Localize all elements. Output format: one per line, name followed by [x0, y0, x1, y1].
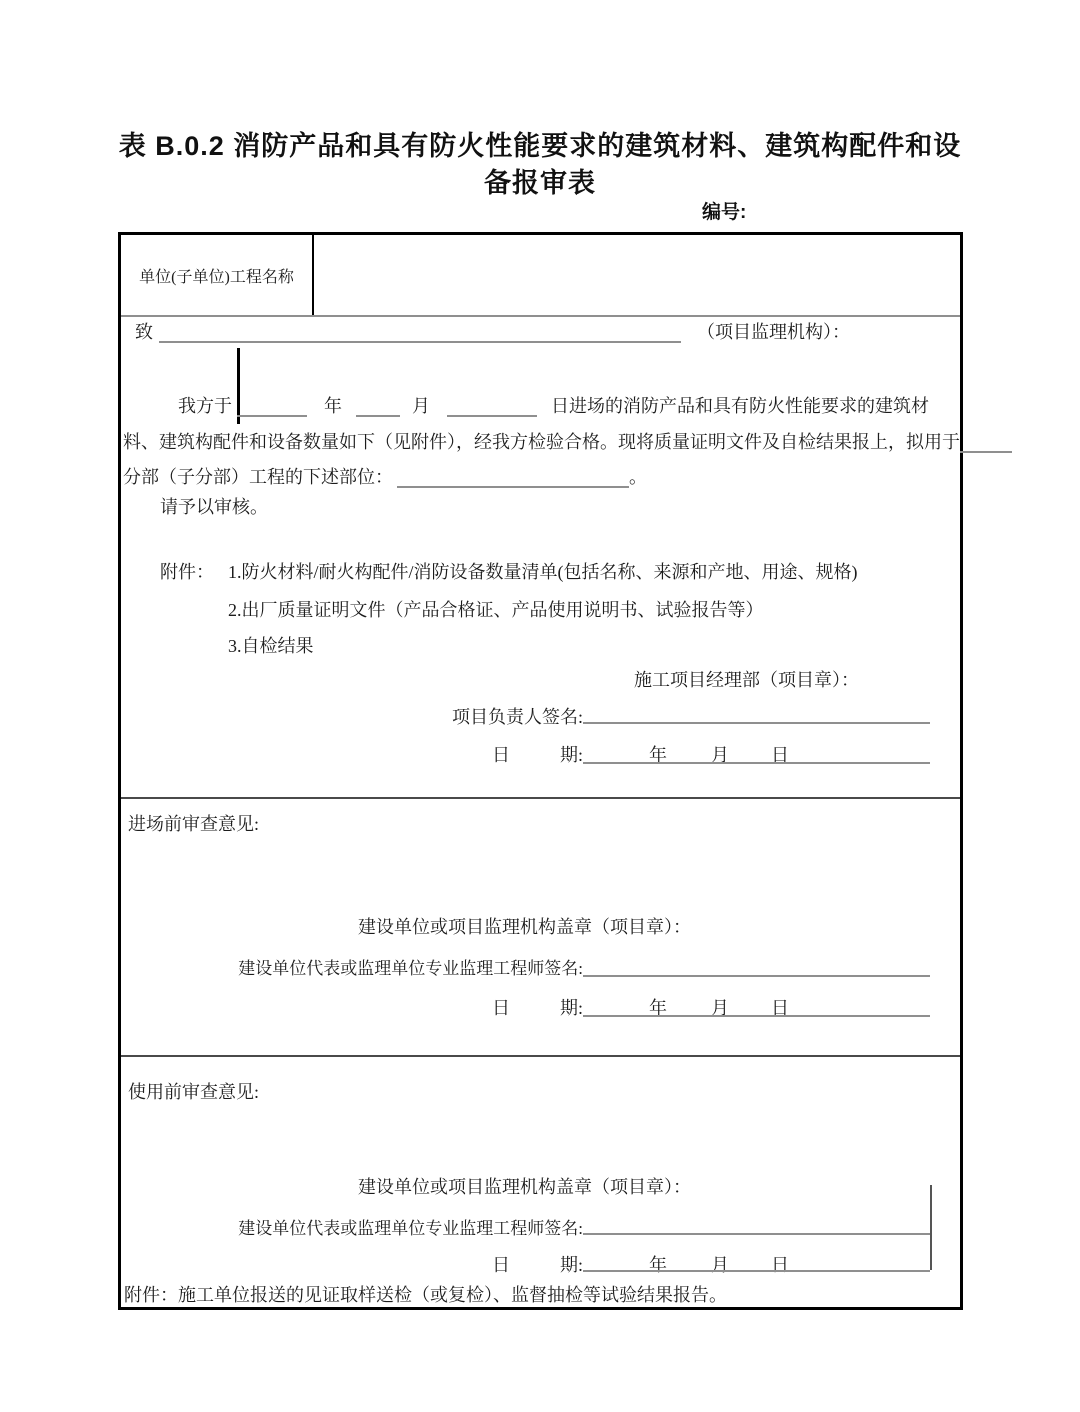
supervisor-sign-line-2 [583, 975, 930, 977]
pm-sign-line [583, 722, 930, 724]
form-title-line2: 备报审表 [484, 168, 596, 198]
subdivision-blank-field [960, 431, 1012, 453]
body-line3-end: 。 [629, 467, 647, 487]
owner-stamp-label-3: 建设单位或项目监理机构盖章（项目章）： [358, 1177, 691, 1197]
date-qi-3: 期: [559, 1255, 583, 1275]
date-qi-1: 期: [559, 745, 583, 765]
day-blank-field [447, 395, 537, 417]
ymd-day-1: 日 [771, 745, 789, 765]
date-line-3 [583, 1270, 930, 1272]
location-blank-field [397, 466, 629, 488]
footer-note: 附件：施工单位报送的见证取样送检（或复检）、监督抽检等试验结果报告。 [124, 1285, 727, 1305]
date-label-3 [121, 1251, 583, 1277]
body-line1 [178, 395, 929, 417]
section-divider-2 [121, 1055, 960, 1057]
attachments-label: 附件： [160, 562, 214, 582]
ymd-month-2: 月 [711, 998, 729, 1018]
attachment-item-2: 2.出厂质量证明文件（产品合格证、产品使用说明书、试验报告等） [228, 600, 764, 620]
body-line3 [123, 466, 647, 488]
project-name-label: 单位(子单位)工程名称 [139, 268, 294, 286]
review-request: 请予以审核。 [160, 497, 268, 517]
ymd-month-3: 月 [711, 1255, 729, 1275]
to-label: 致 [135, 322, 153, 342]
supervisor-sign-label-3: 建设单位代表或监理单位专业监理工程师签名: [238, 1219, 583, 1238]
monitoring-org-suffix: （项目监理机构）： [697, 322, 850, 342]
ymd-year-3: 年 [649, 1255, 667, 1275]
date-prefix: 我方于 [178, 396, 232, 416]
pm-sign-label: 项目负责人签名: [451, 707, 583, 727]
year-blank-field [237, 395, 307, 417]
attachment-item-3: 3.自检结果 [228, 636, 314, 656]
section-divider-1 [121, 797, 960, 799]
date-ri-2: 日 [491, 998, 510, 1018]
date-ri-3: 日 [491, 1255, 510, 1275]
body-line3-label: 分部（子分部）工程的下述部位： [123, 467, 393, 487]
body-line2-text: 料、建筑构配件和设备数量如下（见附件），经我方检验合格。现将质量证明文件及自检结果报上，拟用于 [123, 432, 960, 452]
date-label-1 [121, 741, 583, 767]
ymd-day-2: 日 [771, 998, 789, 1018]
number-label: 编号: [702, 202, 747, 223]
date-qi-2: 期: [559, 998, 583, 1018]
form-table [118, 232, 963, 1310]
attachment-item-1: 1.防火材料/耐火构配件/消防设备数量清单(包括名称、来源和产地、用途、规格) [228, 562, 858, 582]
body-line2 [123, 431, 1012, 453]
pre-use-review-heading: 使用前审查意见: [128, 1082, 260, 1102]
to-blank-field [159, 321, 681, 343]
pre-entry-review-heading: 进场前审查意见: [128, 814, 260, 834]
signature-right-rule [930, 1185, 932, 1270]
date-label-2 [121, 994, 583, 1020]
date-line-2 [583, 1015, 930, 1017]
row1-bottom-rule [121, 315, 960, 317]
contractor-stamp-label: 施工项目经理部（项目章）： [634, 670, 859, 690]
body-line1-tail: 日进场的消防产品和具有防火性能要求的建筑材 [551, 396, 929, 416]
date-line-1 [583, 762, 930, 764]
project-name-value-cell [314, 235, 960, 315]
supervisor-sign-line-3 [583, 1233, 930, 1235]
year-label: 年 [324, 396, 342, 416]
ymd-day-3: 日 [771, 1255, 789, 1275]
ymd-year-2: 年 [649, 998, 667, 1018]
to-row [135, 321, 850, 343]
owner-stamp-label-2: 建设单位或项目监理机构盖章（项目章）： [358, 917, 691, 937]
date-ri-1: 日 [491, 745, 510, 765]
month-blank-field [356, 395, 400, 417]
form-title [0, 128, 1080, 202]
ymd-month-1: 月 [711, 745, 729, 765]
form-title-line1: 表 B.0.2 消防产品和具有防火性能要求的建筑材料、建筑构配件和设 [118, 131, 962, 161]
ymd-year-1: 年 [649, 745, 667, 765]
month-label: 月 [412, 396, 430, 416]
supervisor-sign-label-2: 建设单位代表或监理单位专业监理工程师签名: [238, 959, 583, 978]
